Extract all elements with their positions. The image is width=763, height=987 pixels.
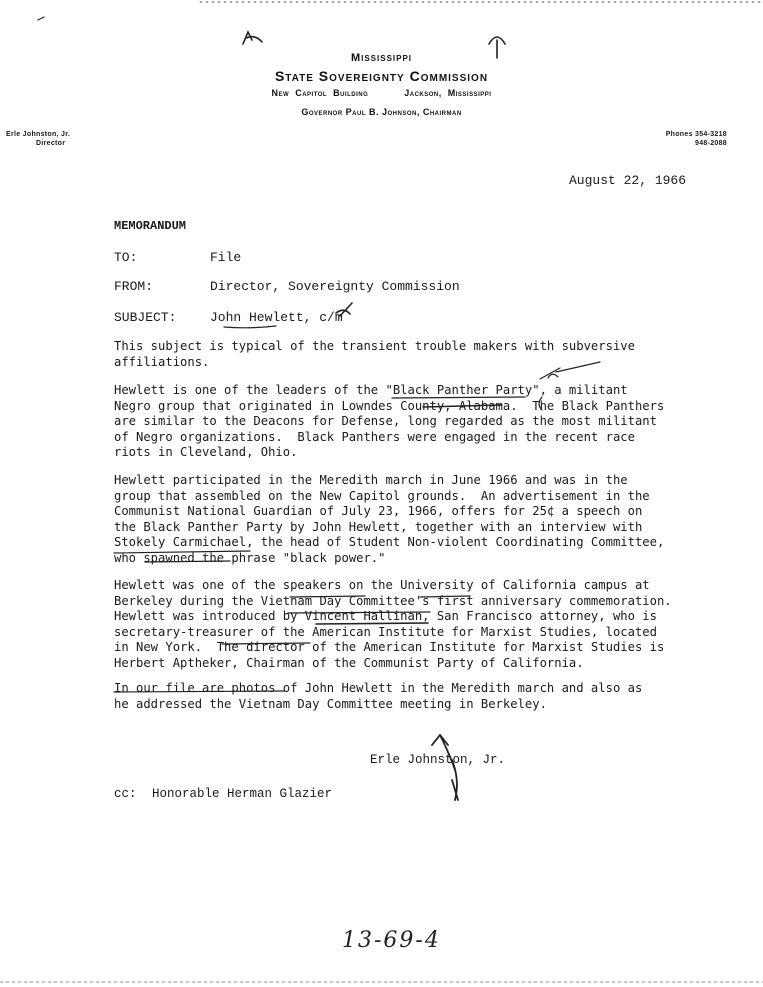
letterhead-commission: State Sovereignty Commission <box>274 68 489 84</box>
from-value: Director, Sovereignty Commission <box>210 279 460 294</box>
body-paragraph-5: In our file are photos of John Hewlett in the Meredith march and also as he addressed the Vietnam Day Committee meeting in Berkeley. <box>114 681 643 711</box>
body-paragraph-2: Hewlett is one of the leaders of the "Black Panther Party", a militant Negro group that originated in Lowndes County, Alabama. The Black Panthers are similar to the Deacons for Defense, long regarded as the most militant of Negro organizations. Black Panthers were engaged in the recent race riots in Cleveland, Ohio. <box>114 383 665 459</box>
subject-underline <box>224 326 276 328</box>
cc-label: cc: <box>114 787 137 801</box>
signature-scribble-icon <box>432 735 458 800</box>
body-paragraph-3: Hewlett participated in the Meredith march in June 1966 and was in the group that assembled on the New Capitol grounds. An advertisement in the Communist National Guardian of July 23, 1966, offers for 25¢ a speech on the Black Panther Party by John Hewlett, together with an interview with Stokely Carmichael, the head of Student Non-violent Coordinating Committee, who spawned the phrase "black power." <box>114 473 665 565</box>
cc-name: Honorable Herman Glazier <box>152 787 333 801</box>
to-label: TO: <box>114 250 138 265</box>
memo-date: August 22, 1966 <box>569 173 687 188</box>
subject-label: SUBJECT: <box>114 310 177 325</box>
body-paragraph-4: Hewlett was one of the speakers on the University of California campus at Berkeley during the Vietnam Day Committee's first anniversary commemoration. Hewlett was introduced by Vincent Hallinan, San Francisco attorney, who is secretary-treasurer of the American Institute for Marxist Studies, located in New York. The director of the American Institute for Marxist Studies is Herbert Aptheker, Chairman of the Communist Party of California. <box>114 578 672 670</box>
corner-mark-icon <box>38 17 44 20</box>
letterhead-phones: Phones 354-3218 <box>665 131 727 138</box>
to-value: File <box>210 250 242 265</box>
letterhead-state: Mississippi <box>350 52 413 64</box>
memo-title: MEMORANDUM <box>114 219 187 233</box>
letterhead-phones-block <box>666 130 727 148</box>
signature-name: Erle Johnston, Jr. <box>370 753 506 767</box>
letterhead-address: New Capitol Building Jackson, Mississippi <box>271 88 492 98</box>
seal-mark-left-icon <box>243 32 262 44</box>
letterhead-phones-second: 948-2088 <box>695 140 727 147</box>
subject-value: John Hewlett, c/m <box>210 310 343 325</box>
letterhead-director-name: Erle Johnston, Jr. <box>6 131 71 138</box>
body-paragraph-1: This subject is typical of the transient trouble makers with subversive affiliations. <box>114 339 635 369</box>
from-label: FROM: <box>114 279 154 294</box>
letterhead-director-block <box>6 130 70 148</box>
letterhead-director-title: Director <box>36 140 66 147</box>
letterhead-governor: Governor Paul B. Johnson, Chairman <box>301 107 462 117</box>
handwritten-file-number: 13-69-4 <box>342 928 441 953</box>
